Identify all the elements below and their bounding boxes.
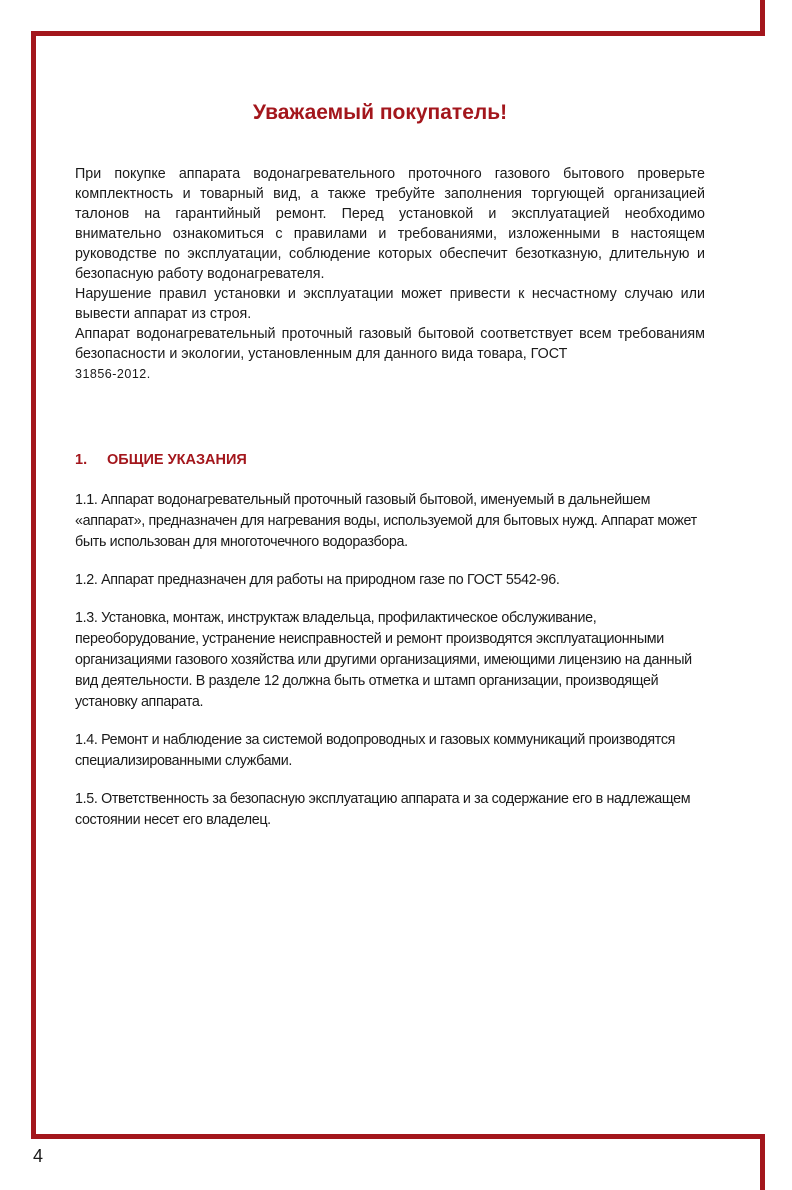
item-1-4: 1.4. Ремонт и наблюдение за системой водопроводных и газовых коммуникаций производятся специализированными службами. xyxy=(75,732,676,769)
section-heading xyxy=(75,452,705,468)
intro-paragraph-1: При покупке аппарата водонагревательного проточного газового бытового проверьте комплектность и товарный вид, а также требуйте заполнения торгующей организацией талонов на гарантийный ремонт. Перед установкой и эксплуатацией необходимо внимательно ознакомиться с правилами и требованиями, изложенными в настоящем руководстве по эксплуатации, соблюдение которых обеспечит безотказную, длительную и безопасную работу водонагревателя. xyxy=(75,166,705,282)
frame-bottom-line xyxy=(31,1134,765,1139)
page-number: 4 xyxy=(33,1146,44,1166)
intro-paragraph-2: Нарушение правил установки и эксплуатации может привести к несчастному случаю или вывести аппарат из строя. xyxy=(75,286,705,322)
intro-text xyxy=(75,164,705,384)
page-title: Уважаемый покупатель! xyxy=(252,101,508,124)
item-1-1: 1.1. Аппарат водонагревательный проточный газовый бытовой, именуемый в дальнейшем «аппарат», предназначен для нагревания воды, используемой для бытовых нужд. Аппарат может быть использован для многоточечного водоразбора. xyxy=(75,492,697,550)
intro-gost-number: 31856-2012. xyxy=(75,367,151,381)
section-items xyxy=(75,490,707,848)
section-title: ОБЩИЕ УКАЗАНИЯ xyxy=(107,452,247,468)
frame-right-bottom-line xyxy=(760,1134,765,1190)
section-number: 1. xyxy=(75,452,88,468)
item-1-3: 1.3. Установка, монтаж, инструктаж владельца, профилактическое обслуживание, переоборудование, устранение неисправностей и ремонт производятся эксплуатационными организациями газового хозяйства или другими организациями, имеющими лицензию на данный вид деятельности. В разделе 12 должна быть отметка и штамп организации, производящей установку аппарата. xyxy=(75,610,692,710)
item-1-2: 1.2. Аппарат предназначен для работы на природном газе по ГОСТ 5542-96. xyxy=(75,572,560,588)
item-1-5: 1.5. Ответственность за безопасную эксплуатацию аппарата и за содержание его в надлежащем состоянии несет его владелец. xyxy=(75,791,691,828)
intro-paragraph-3-text: Аппарат водонагревательный проточный газовый бытовой соответствует всем требованиям безопасности и экологии, установленным для данного вида товара, ГОСТ xyxy=(75,326,705,362)
intro-paragraph-3 xyxy=(75,324,705,384)
frame-top-line xyxy=(31,31,765,36)
frame-left-line xyxy=(31,31,36,1139)
